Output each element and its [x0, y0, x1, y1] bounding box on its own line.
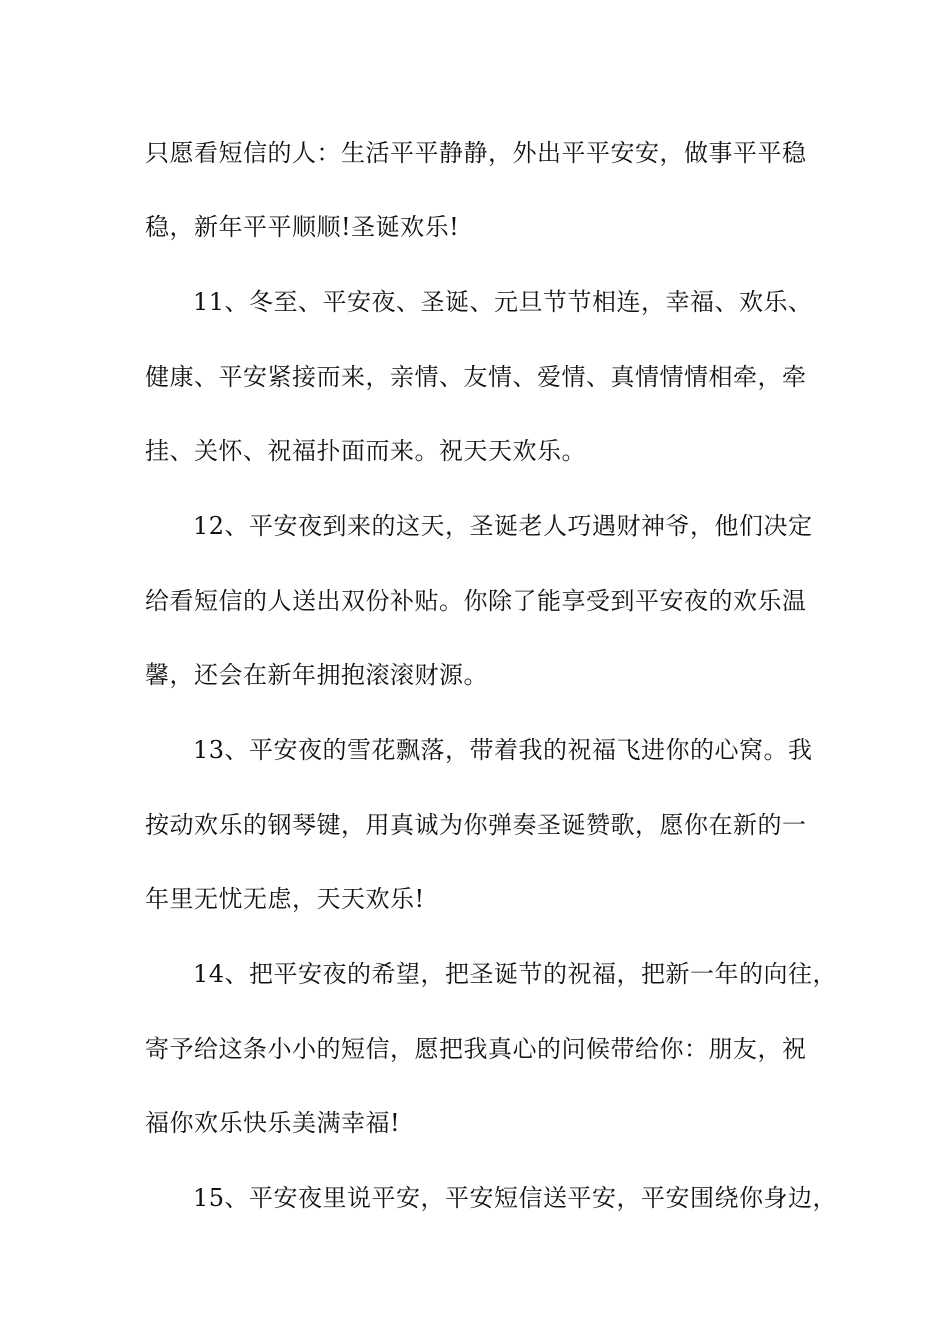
text-line: 健康、平安紧接而来，亲情、友情、爱情、真情情情相牵，牵	[145, 363, 807, 391]
text-line: 稳，新年平平顺顺!圣诞欢乐!	[145, 213, 460, 241]
paragraph-14-line: 14、把平安夜的希望，把圣诞节的祝福，把新一年的向往，	[193, 960, 838, 988]
text-line: 馨，还会在新年拥抱滚滚财源。	[145, 661, 488, 689]
paragraph-11-line: 11、冬至、平安夜、圣诞、元旦节节相连，幸福、欢乐、	[193, 288, 813, 316]
paragraph-12-line: 12、平安夜到来的这天，圣诞老人巧遇财神爷，他们决定	[193, 512, 813, 540]
text-line: 挂、关怀、祝福扑面而来。祝天天欢乐。	[145, 437, 586, 465]
text-line: 只愿看短信的人：生活平平静静，外出平平安安，做事平平稳	[145, 139, 807, 167]
text-line: 给看短信的人送出双份补贴。你除了能享受到平安夜的欢乐温	[145, 587, 807, 615]
text-line: 福你欢乐快乐美满幸福!	[145, 1109, 401, 1137]
paragraph-13-line: 13、平安夜的雪花飘落，带着我的祝福飞进你的心窝。我	[193, 736, 813, 764]
text-line: 寄予给这条小小的短信，愿把我真心的问候带给你：朋友，祝	[145, 1035, 807, 1063]
text-line: 年里无忧无虑，天天欢乐!	[145, 885, 425, 913]
text-line: 按动欢乐的钢琴键，用真诚为你弹奏圣诞赞歌，愿你在新的一	[145, 811, 807, 839]
paragraph-15-line: 15、平安夜里说平安，平安短信送平安，平安围绕你身边，	[193, 1184, 838, 1212]
